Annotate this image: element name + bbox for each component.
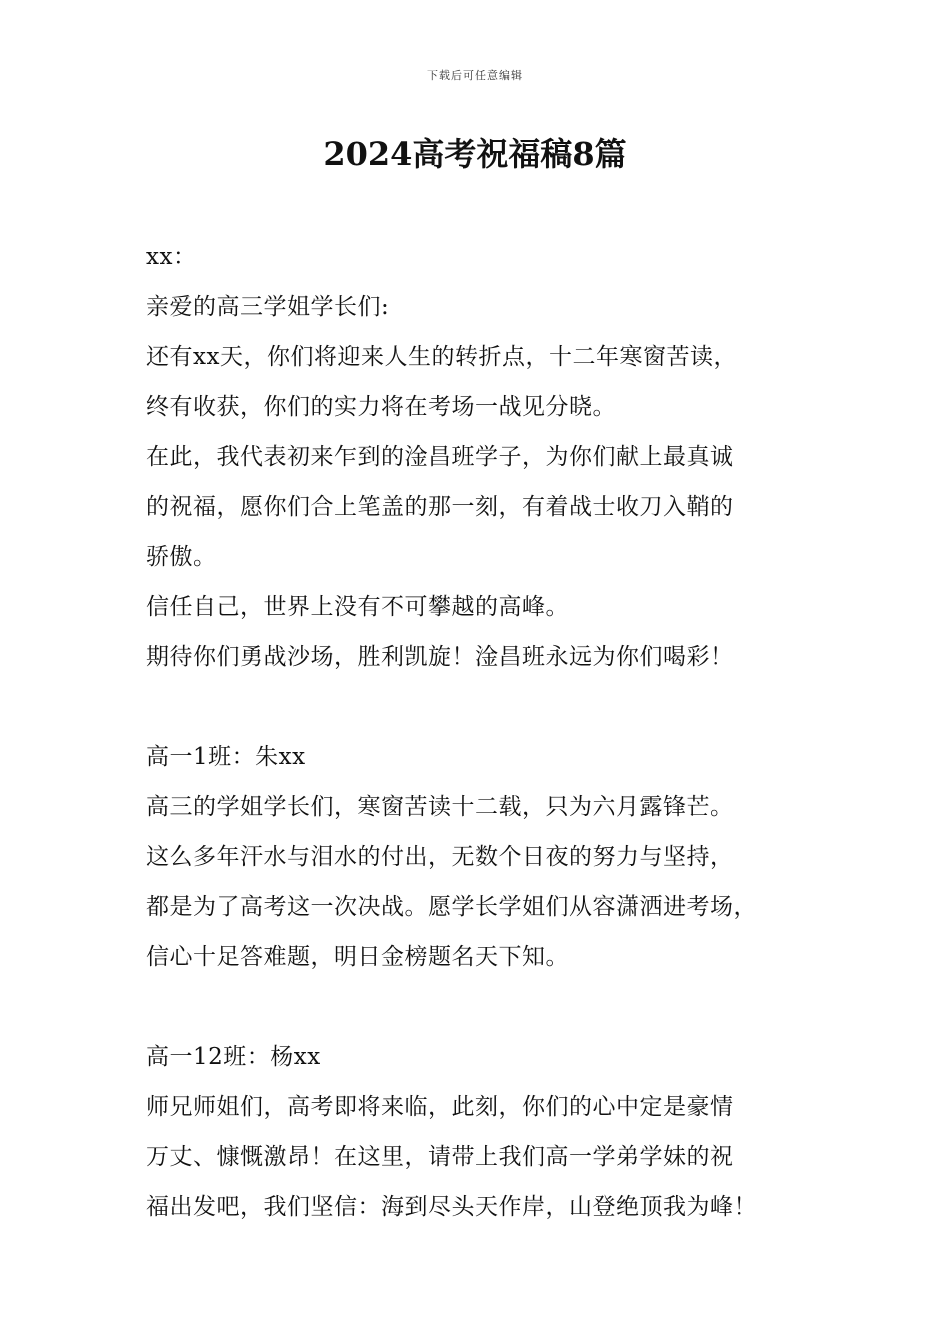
header-note: 下载后可任意编辑 — [427, 69, 523, 82]
paragraph-line: 还有xx天，你们将迎来人生的转折点，十二年寒窗苦读， — [146, 344, 737, 370]
paragraph-line: 都是为了高考这一次决战。愿学长学姐们从容潇洒进考场， — [146, 894, 757, 920]
paragraph-line: 信心十足答难题，明日金榜题名天下知。 — [146, 944, 569, 970]
paragraph-line: 在此，我代表初来乍到的淦昌班学子，为你们献上最真诚 — [146, 444, 734, 470]
author-line: 高一12班：杨xx — [146, 1044, 321, 1070]
paragraph-line: 这么多年汗水与泪水的付出，无数个日夜的努力与坚持， — [146, 844, 734, 870]
paragraph-spacer — [146, 682, 806, 732]
section-class-1 — [146, 732, 806, 982]
paragraph-line: 终有收获，你们的实力将在考场一战见分晓。 — [146, 394, 616, 420]
paragraph-line: 期待你们勇战沙场，胜利凯旋！淦昌班永远为你们喝彩！ — [146, 644, 734, 670]
paragraph-line: 亲爱的高三学姐学长们: — [146, 294, 390, 320]
author-line: 高一1班：朱xx — [146, 744, 306, 770]
section-intro — [146, 232, 806, 682]
document-title: 2024高考祝福稿8篇 — [323, 135, 627, 173]
paragraph-line: 福出发吧，我们坚信：海到尽头天作岸，山登绝顶我为峰！ — [146, 1194, 757, 1220]
paragraph-line: xx： — [146, 244, 197, 270]
paragraph-line: 万丈、慷慨激昂！在这里，请带上我们高一学弟学妹的祝 — [146, 1144, 734, 1170]
paragraph-line: 信任自己，世界上没有不可攀越的高峰。 — [146, 594, 569, 620]
paragraph-line: 师兄师姐们，高考即将来临，此刻，你们的心中定是豪情 — [146, 1094, 734, 1120]
paragraph-spacer — [146, 982, 806, 1032]
paragraph-line: 的祝福，愿你们合上笔盖的那一刻，有着战士收刀入鞘的 — [146, 494, 734, 520]
paragraph-line: 骄傲。 — [146, 544, 217, 570]
document-body — [146, 232, 806, 1232]
section-class-12 — [146, 1032, 806, 1232]
paragraph-line: 高三的学姐学长们，寒窗苦读十二载，只为六月露锋芒。 — [146, 794, 734, 820]
